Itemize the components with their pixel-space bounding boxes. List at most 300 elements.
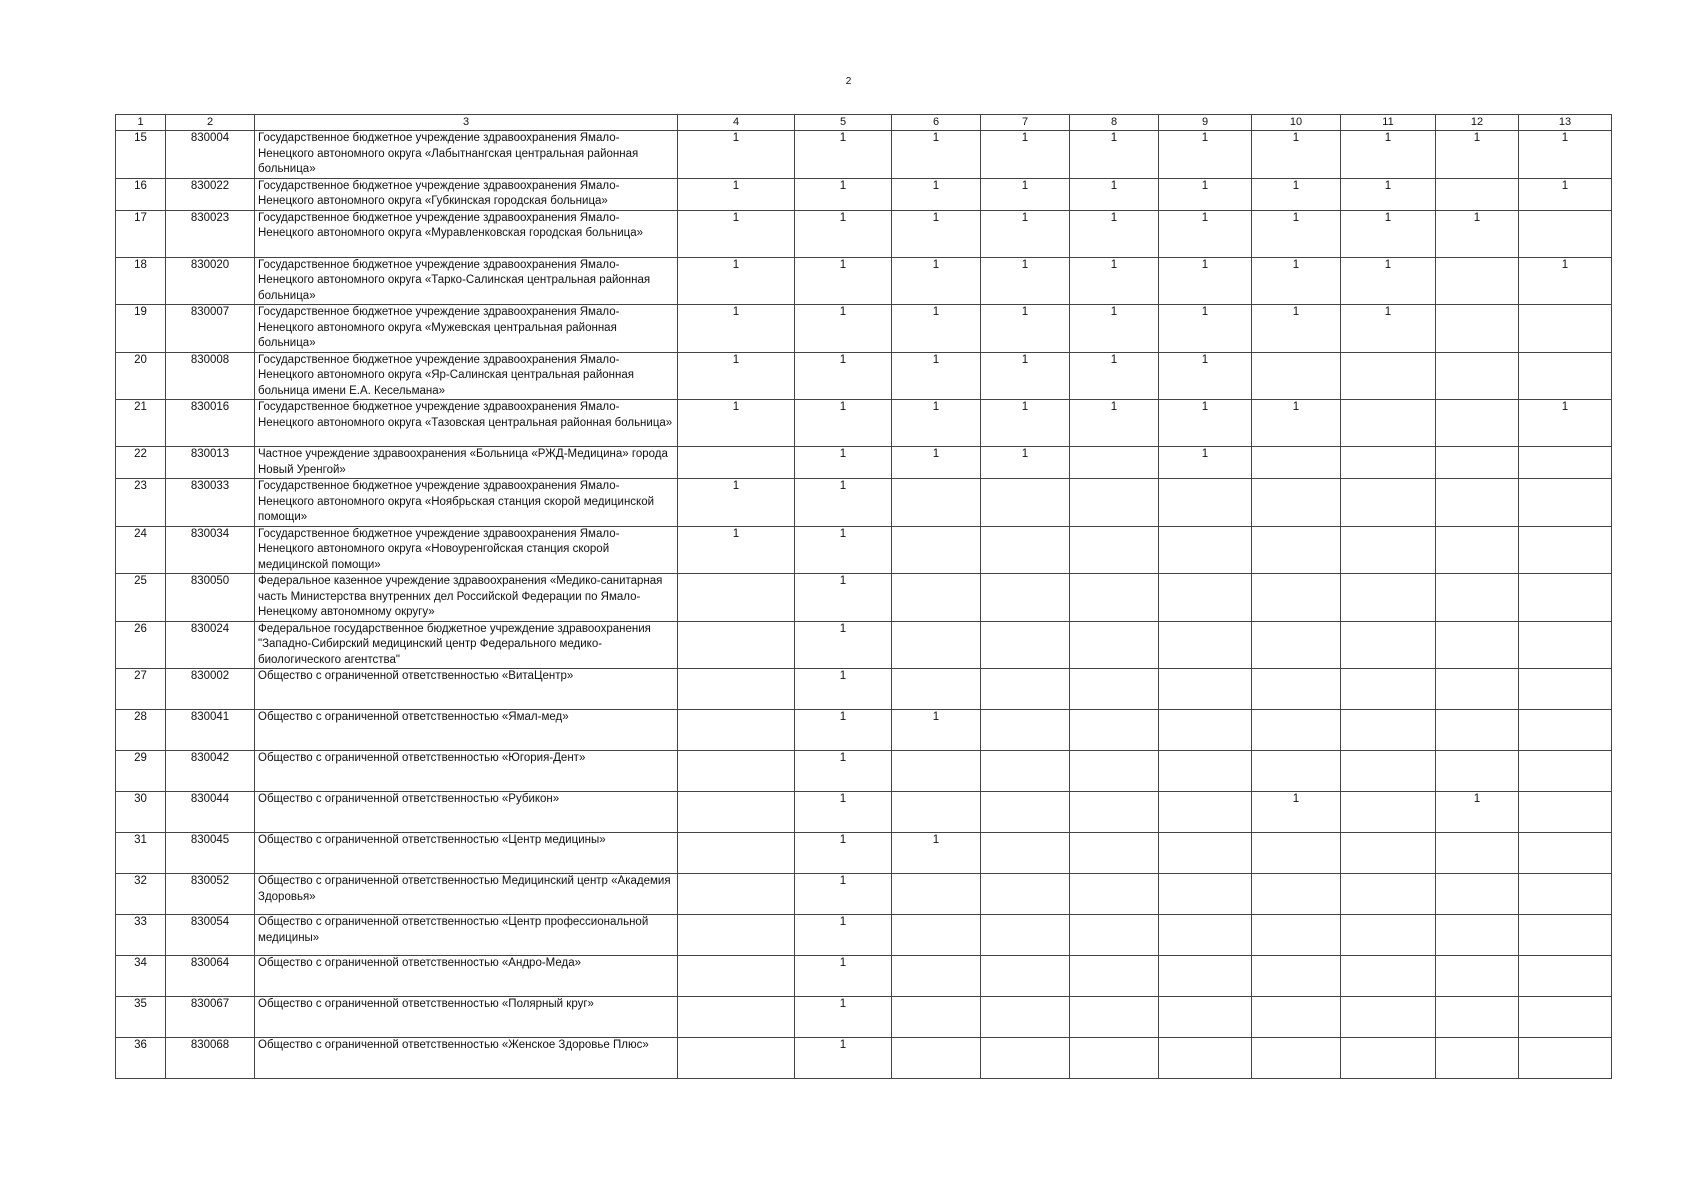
organization-name: Общество с ограниченной ответственностью «Центр медицины» [255,833,678,874]
value-cell-col-13 [1519,874,1612,915]
table-row [116,178,1612,210]
page-number: 2 [845,76,852,87]
value-cell-col-11 [1341,751,1436,792]
value-cell-col-10 [1252,710,1341,751]
organization-name: Общество с ограниченной ответственностью «Андро-Меда» [255,956,678,997]
value-cell-col-4: 1 [678,131,795,179]
value-cell-col-4 [678,1038,795,1079]
value-cell-col-10 [1252,874,1341,915]
row-number: 19 [116,305,166,353]
value-cell-col-9 [1159,1038,1252,1079]
row-number: 24 [116,526,166,574]
value-cell-col-8 [1070,526,1159,574]
organization-code: 830016 [166,400,255,447]
organization-name: Государственное бюджетное учреждение здравоохранения Ямало-Ненецкого автономного округа «Ноябрьская станция скорой медицинской помощи» [255,479,678,527]
table-row [116,833,1612,874]
value-cell-col-7 [981,479,1070,527]
value-cell-col-12 [1436,751,1519,792]
value-cell-col-13 [1519,915,1612,956]
organization-code: 830023 [166,210,255,257]
value-cell-col-6: 1 [892,131,981,179]
row-number: 16 [116,178,166,210]
organization-code: 830020 [166,257,255,305]
value-cell-col-13 [1519,669,1612,710]
organization-code: 830054 [166,915,255,956]
column-header-6: 6 [892,115,981,131]
value-cell-col-7: 1 [981,352,1070,400]
value-cell-col-4 [678,956,795,997]
value-cell-col-9 [1159,956,1252,997]
value-cell-col-9 [1159,997,1252,1038]
value-cell-col-6 [892,751,981,792]
table-row [116,526,1612,574]
value-cell-col-4: 1 [678,210,795,257]
value-cell-col-11 [1341,526,1436,574]
value-cell-col-12 [1436,621,1519,669]
value-cell-col-12 [1436,178,1519,210]
value-cell-col-10: 1 [1252,210,1341,257]
value-cell-col-13 [1519,352,1612,400]
value-cell-col-6: 1 [892,305,981,353]
value-cell-col-10: 1 [1252,305,1341,353]
value-cell-col-7: 1 [981,210,1070,257]
organization-name: Государственное бюджетное учреждение здравоохранения Ямало-Ненецкого автономного округа «Губкинская городская больница» [255,178,678,210]
value-cell-col-5: 1 [795,956,892,997]
value-cell-col-12 [1436,526,1519,574]
row-number: 36 [116,1038,166,1079]
row-number: 32 [116,874,166,915]
value-cell-col-10 [1252,447,1341,479]
table-row [116,447,1612,479]
value-cell-col-6 [892,526,981,574]
value-cell-col-10: 1 [1252,257,1341,305]
value-cell-col-6 [892,792,981,833]
value-cell-col-7 [981,792,1070,833]
value-cell-col-11 [1341,997,1436,1038]
row-number: 21 [116,400,166,447]
value-cell-col-8 [1070,915,1159,956]
organization-code: 830008 [166,352,255,400]
value-cell-col-7: 1 [981,178,1070,210]
value-cell-col-12: 1 [1436,131,1519,179]
value-cell-col-4: 1 [678,400,795,447]
organization-name: Государственное бюджетное учреждение здравоохранения Ямало-Ненецкого автономного округа «Муравленковская городская больница» [255,210,678,257]
value-cell-col-13 [1519,305,1612,353]
value-cell-col-5: 1 [795,447,892,479]
organization-name: Государственное бюджетное учреждение здравоохранения Ямало-Ненецкого автономного округа «Тарко-Салинская центральная районная больница» [255,257,678,305]
value-cell-col-11: 1 [1341,131,1436,179]
value-cell-col-4 [678,710,795,751]
value-cell-col-9: 1 [1159,131,1252,179]
value-cell-col-6 [892,479,981,527]
value-cell-col-7 [981,751,1070,792]
value-cell-col-8 [1070,956,1159,997]
value-cell-col-12 [1436,257,1519,305]
row-number: 31 [116,833,166,874]
value-cell-col-6 [892,997,981,1038]
value-cell-col-5: 1 [795,352,892,400]
value-cell-col-10 [1252,833,1341,874]
table-row [116,131,1612,179]
value-cell-col-5: 1 [795,178,892,210]
organization-code: 830033 [166,479,255,527]
value-cell-col-4 [678,874,795,915]
value-cell-col-4 [678,997,795,1038]
value-cell-col-8 [1070,751,1159,792]
value-cell-col-11: 1 [1341,178,1436,210]
column-header-10: 10 [1252,115,1341,131]
value-cell-col-13: 1 [1519,400,1612,447]
organization-name: Федеральное казенное учреждение здравоохранения «Медико-санитарная часть Министерства внутренних дел Российской Федерации по Ямало-Ненецкому автономному округу» [255,574,678,622]
organization-code: 830067 [166,997,255,1038]
value-cell-col-4: 1 [678,305,795,353]
value-cell-col-7: 1 [981,131,1070,179]
value-cell-col-11 [1341,792,1436,833]
value-cell-col-4 [678,751,795,792]
table-row [116,210,1612,257]
value-cell-col-12 [1436,352,1519,400]
value-cell-col-7: 1 [981,305,1070,353]
value-cell-col-13 [1519,574,1612,622]
value-cell-col-12 [1436,915,1519,956]
value-cell-col-9: 1 [1159,447,1252,479]
value-cell-col-9 [1159,479,1252,527]
organization-code: 830007 [166,305,255,353]
value-cell-col-5: 1 [795,751,892,792]
value-cell-col-12 [1436,669,1519,710]
organization-code: 830050 [166,574,255,622]
value-cell-col-13 [1519,526,1612,574]
value-cell-col-8 [1070,574,1159,622]
table-row [116,479,1612,527]
value-cell-col-5: 1 [795,792,892,833]
value-cell-col-8 [1070,874,1159,915]
value-cell-col-6: 1 [892,710,981,751]
table-row [116,751,1612,792]
value-cell-col-11 [1341,669,1436,710]
value-cell-col-7: 1 [981,400,1070,447]
value-cell-col-7 [981,669,1070,710]
organization-code: 830045 [166,833,255,874]
row-number: 25 [116,574,166,622]
value-cell-col-6 [892,1038,981,1079]
column-header-8: 8 [1070,115,1159,131]
value-cell-col-8: 1 [1070,257,1159,305]
value-cell-col-9: 1 [1159,178,1252,210]
value-cell-col-13: 1 [1519,257,1612,305]
value-cell-col-12: 1 [1436,210,1519,257]
organization-code: 830042 [166,751,255,792]
value-cell-col-8 [1070,792,1159,833]
value-cell-col-12 [1436,447,1519,479]
table-row [116,710,1612,751]
row-number: 35 [116,997,166,1038]
value-cell-col-10 [1252,621,1341,669]
value-cell-col-12 [1436,997,1519,1038]
value-cell-col-9 [1159,874,1252,915]
value-cell-col-11 [1341,447,1436,479]
table-row [116,574,1612,622]
value-cell-col-7 [981,997,1070,1038]
row-number: 22 [116,447,166,479]
value-cell-col-5: 1 [795,400,892,447]
value-cell-col-6: 1 [892,400,981,447]
table-row [116,792,1612,833]
row-number: 20 [116,352,166,400]
value-cell-col-11: 1 [1341,257,1436,305]
value-cell-col-10 [1252,751,1341,792]
value-cell-col-9 [1159,833,1252,874]
value-cell-col-4: 1 [678,352,795,400]
value-cell-col-10: 1 [1252,400,1341,447]
value-cell-col-13 [1519,956,1612,997]
organization-name: Общество с ограниченной ответственностью «Ямал-мед» [255,710,678,751]
value-cell-col-4 [678,447,795,479]
value-cell-col-7 [981,833,1070,874]
organization-name: Федеральное государственное бюджетное учреждение здравоохранения "Западно-Сибирский медицинский центр Федерального медико-биологического агентства" [255,621,678,669]
value-cell-col-13 [1519,792,1612,833]
row-number: 17 [116,210,166,257]
value-cell-col-12 [1436,956,1519,997]
value-cell-col-11 [1341,621,1436,669]
value-cell-col-8 [1070,479,1159,527]
value-cell-col-9: 1 [1159,257,1252,305]
value-cell-col-12: 1 [1436,792,1519,833]
row-number: 15 [116,131,166,179]
column-header-12: 12 [1436,115,1519,131]
value-cell-col-11: 1 [1341,210,1436,257]
table-row [116,621,1612,669]
value-cell-col-12 [1436,710,1519,751]
value-cell-col-11 [1341,833,1436,874]
value-cell-col-6 [892,915,981,956]
organization-name: Государственное бюджетное учреждение здравоохранения Ямало-Ненецкого автономного округа «Тазовская центральная районная больница» [255,400,678,447]
value-cell-col-8 [1070,447,1159,479]
value-cell-col-13 [1519,479,1612,527]
value-cell-col-4 [678,915,795,956]
organization-code: 830034 [166,526,255,574]
organization-code: 830064 [166,956,255,997]
table-row [116,997,1612,1038]
organization-name: Общество с ограниченной ответственностью «Женское Здоровье Плюс» [255,1038,678,1079]
value-cell-col-5: 1 [795,479,892,527]
row-number: 33 [116,915,166,956]
value-cell-col-7: 1 [981,447,1070,479]
value-cell-col-6: 1 [892,210,981,257]
organization-name: Общество с ограниченной ответственностью «Рубикон» [255,792,678,833]
row-number: 26 [116,621,166,669]
value-cell-col-7 [981,874,1070,915]
value-cell-col-4 [678,621,795,669]
table-body [116,131,1612,1079]
value-cell-col-7 [981,915,1070,956]
column-number-header-row [116,115,1612,131]
value-cell-col-7 [981,1038,1070,1079]
value-cell-col-9: 1 [1159,352,1252,400]
column-header-1: 1 [116,115,166,131]
value-cell-col-6 [892,956,981,997]
value-cell-col-8: 1 [1070,210,1159,257]
value-cell-col-4 [678,833,795,874]
organization-name: Общество с ограниченной ответственностью Медицинский центр «Академия Здоровья» [255,874,678,915]
value-cell-col-5: 1 [795,305,892,353]
organization-code: 830004 [166,131,255,179]
value-cell-col-13 [1519,210,1612,257]
value-cell-col-7 [981,710,1070,751]
value-cell-col-5: 1 [795,669,892,710]
row-number: 28 [116,710,166,751]
value-cell-col-10 [1252,479,1341,527]
value-cell-col-10: 1 [1252,792,1341,833]
organization-name: Государственное бюджетное учреждение здравоохранения Ямало-Ненецкого автономного округа «Лабытнангская центральная районная больница» [255,131,678,179]
organization-name: Государственное бюджетное учреждение здравоохранения Ямало-Ненецкого автономного округа «Новоуренгойская станция скорой медицинской помощи» [255,526,678,574]
value-cell-col-7 [981,574,1070,622]
value-cell-col-12 [1436,574,1519,622]
table-row [116,257,1612,305]
value-cell-col-9 [1159,669,1252,710]
value-cell-col-13 [1519,833,1612,874]
value-cell-col-8: 1 [1070,305,1159,353]
value-cell-col-4: 1 [678,178,795,210]
value-cell-col-8 [1070,833,1159,874]
value-cell-col-12 [1436,400,1519,447]
value-cell-col-11: 1 [1341,305,1436,353]
value-cell-col-10 [1252,574,1341,622]
value-cell-col-13: 1 [1519,178,1612,210]
medical-organizations-table [115,114,1612,1079]
value-cell-col-5: 1 [795,915,892,956]
value-cell-col-12 [1436,479,1519,527]
organization-code: 830041 [166,710,255,751]
organization-code: 830022 [166,178,255,210]
value-cell-col-11 [1341,956,1436,997]
row-number: 34 [116,956,166,997]
value-cell-col-10: 1 [1252,131,1341,179]
column-header-2: 2 [166,115,255,131]
value-cell-col-13 [1519,447,1612,479]
organization-code: 830024 [166,621,255,669]
value-cell-col-6: 1 [892,447,981,479]
value-cell-col-10 [1252,915,1341,956]
value-cell-col-9 [1159,621,1252,669]
value-cell-col-8: 1 [1070,400,1159,447]
value-cell-col-9 [1159,792,1252,833]
row-number: 29 [116,751,166,792]
value-cell-col-9 [1159,751,1252,792]
value-cell-col-9: 1 [1159,305,1252,353]
column-header-7: 7 [981,115,1070,131]
organization-code: 830002 [166,669,255,710]
value-cell-col-5: 1 [795,257,892,305]
value-cell-col-6: 1 [892,352,981,400]
value-cell-col-4 [678,669,795,710]
table-row [116,915,1612,956]
value-cell-col-5: 1 [795,210,892,257]
value-cell-col-10 [1252,526,1341,574]
value-cell-col-12 [1436,305,1519,353]
column-header-11: 11 [1341,115,1436,131]
value-cell-col-11 [1341,400,1436,447]
table-row [116,669,1612,710]
value-cell-col-9 [1159,526,1252,574]
value-cell-col-10 [1252,669,1341,710]
value-cell-col-5: 1 [795,1038,892,1079]
value-cell-col-7: 1 [981,257,1070,305]
value-cell-col-6: 1 [892,257,981,305]
value-cell-col-9 [1159,915,1252,956]
organization-name: Государственное бюджетное учреждение здравоохранения Ямало-Ненецкого автономного округа «Мужевская центральная районная больница» [255,305,678,353]
value-cell-col-4: 1 [678,257,795,305]
column-header-9: 9 [1159,115,1252,131]
table-row [116,956,1612,997]
value-cell-col-11 [1341,352,1436,400]
table-row [116,1038,1612,1079]
value-cell-col-13 [1519,710,1612,751]
value-cell-col-6: 1 [892,178,981,210]
value-cell-col-8 [1070,1038,1159,1079]
value-cell-col-9: 1 [1159,210,1252,257]
table-row [116,874,1612,915]
row-number: 23 [116,479,166,527]
value-cell-col-8 [1070,997,1159,1038]
organization-name: Частное учреждение здравоохранения «Больница «РЖД-Медицина» города Новый Уренгой» [255,447,678,479]
table-row [116,305,1612,353]
organization-name: Общество с ограниченной ответственностью «Центр профессиональной медицины» [255,915,678,956]
value-cell-col-13 [1519,1038,1612,1079]
organization-code: 830044 [166,792,255,833]
value-cell-col-11 [1341,874,1436,915]
value-cell-col-11 [1341,710,1436,751]
column-header-13: 13 [1519,115,1612,131]
value-cell-col-5: 1 [795,997,892,1038]
value-cell-col-8: 1 [1070,131,1159,179]
value-cell-col-4 [678,792,795,833]
value-cell-col-5: 1 [795,833,892,874]
value-cell-col-6 [892,621,981,669]
value-cell-col-10 [1252,1038,1341,1079]
value-cell-col-13 [1519,621,1612,669]
organization-code: 830013 [166,447,255,479]
organization-code: 830052 [166,874,255,915]
value-cell-col-10 [1252,997,1341,1038]
value-cell-col-5: 1 [795,131,892,179]
value-cell-col-5: 1 [795,574,892,622]
value-cell-col-8 [1070,621,1159,669]
value-cell-col-8: 1 [1070,352,1159,400]
column-header-3: 3 [255,115,678,131]
value-cell-col-4: 1 [678,526,795,574]
value-cell-col-11 [1341,915,1436,956]
organization-name: Государственное бюджетное учреждение здравоохранения Ямало-Ненецкого автономного округа «Яр-Салинская центральная районная больница имени Е.А. Кесельмана» [255,352,678,400]
value-cell-col-7 [981,526,1070,574]
value-cell-col-13 [1519,997,1612,1038]
row-number: 18 [116,257,166,305]
value-cell-col-4 [678,574,795,622]
value-cell-col-6: 1 [892,833,981,874]
value-cell-col-10 [1252,956,1341,997]
value-cell-col-12 [1436,874,1519,915]
value-cell-col-4: 1 [678,479,795,527]
value-cell-col-7 [981,956,1070,997]
organization-name: Общество с ограниченной ответственностью «Полярный круг» [255,997,678,1038]
column-header-5: 5 [795,115,892,131]
value-cell-col-6 [892,669,981,710]
value-cell-col-13: 1 [1519,131,1612,179]
value-cell-col-11 [1341,574,1436,622]
value-cell-col-6 [892,574,981,622]
value-cell-col-8 [1070,669,1159,710]
value-cell-col-9 [1159,710,1252,751]
